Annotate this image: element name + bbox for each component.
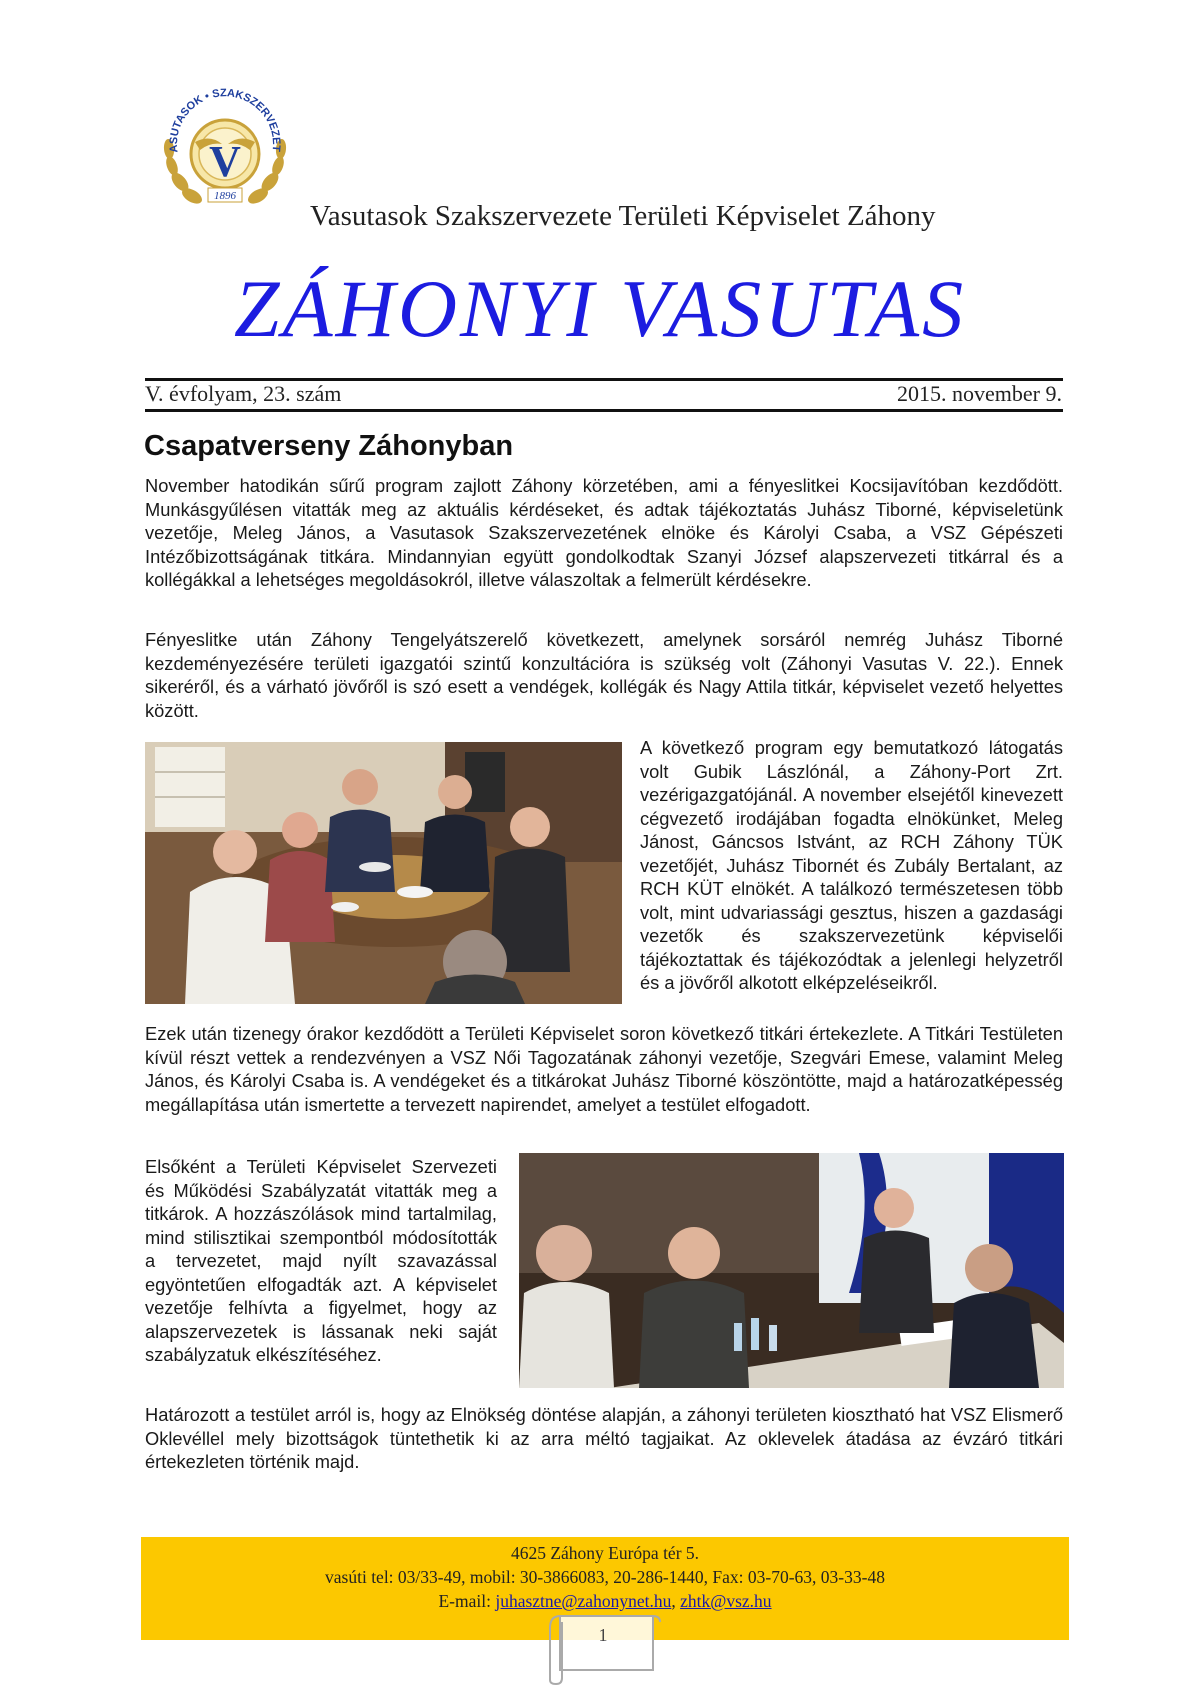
meeting-photo-office — [145, 742, 622, 1004]
issue-number: V. évfolyam, 23. szám — [145, 381, 342, 406]
email-link-1[interactable]: juhasztne@zahonynet.hu — [495, 1591, 672, 1611]
newsletter-masthead: ZÁHONYI VASUTAS — [233, 263, 967, 354]
issue-date: 2015. november 9. — [897, 381, 1062, 406]
footer-phones: vasúti tel: 03/33-49, mobil: 30-3866083, 20-286-1440, Fax: 03-70-63, 03-33-48 — [325, 1567, 885, 1587]
article-paragraph-2: Fényeslitke után Záhony Tengelyátszerelő következett, amelynek sorsáról nemrég Juhász Tiborné kezdeményezésére területi igazgatói szintű konzultációra is szükség volt (Záhonyi Vasutas V. 22.). Ennek sikeréről, és a várható jövőről is szó esett a vendégek, kollégák és Nagy Attila titkár, képviselet vezető helyettes között. — [145, 629, 1063, 721]
logo-arc-text: ASUTASOK • SZAKSZERVEZET — [167, 87, 283, 154]
union-logo — [150, 72, 300, 222]
footer-email-line: E-mail: juhasztne@zahonynet.hu, zhtk@vsz.hu — [438, 1591, 772, 1611]
footer-email-label: E-mail: — [438, 1591, 491, 1611]
email-link-2[interactable]: zhtk@vsz.hu — [680, 1591, 772, 1611]
footer-address: 4625 Záhony Európa tér 5. — [510, 1543, 700, 1563]
article-paragraph-4: Ezek után tizenegy órakor kezdődött a Területi Képviselet soron következő titkári értekezlete. A Titkári Testületen kívül részt vettek a rendezvényen a VSZ Női Tagozatának záhonyi vezetője, Szegvári Emese, valamint Meleg János, és Károlyi Csaba is. A vendégeket és a titkárokat Juhász Tiborné köszöntötte, majd a határozatképesség megállapítása után ismertette a tervezett napirendet, amelyet a testület elfogadott. — [145, 1023, 1063, 1115]
meeting-photo-conference — [519, 1153, 1064, 1388]
page-number-scroll-icon — [548, 1608, 663, 1686]
organization-name: Vasutasok Szakszervezete Területi Képviselet Záhony — [310, 200, 936, 232]
article-paragraph-1: November hatodikán sűrű program zajlott Záhony körzetében, ami a fényeslitkei Kocsijavítóban kezdődött. Munkásgyűlésen vitatták meg az aktuális kérdéseket, és adtak tájékoztatás Juhász Tiborné, képviseletünk vezetője, Meleg János, a Vasutasok Szakszervezetének elnöke és Károlyi Csaba, a VSZ Gépészeti Intézőbizottságának titkára. Mindannyian együtt gondolkodtak Szanyi József alapszervezeti titkárral és a kollégákkal a lehetséges megoldásokról, illetve válaszoltak a felmerült kérdésekre. — [145, 475, 1063, 590]
logo-letter: V — [209, 137, 241, 186]
logo-year: 1896 — [214, 190, 236, 202]
article-paragraph-5: Elsőként a Területi Képviselet Szervezeti és Működési Szabályzatát vitatták meg a titkárok. A hozzászólások mind tartalmilag, mind stilisztikai szempontból módosították a tervezetet, majd nyílt szavazással egyöntetűen elfogadták azt. A képviselet vezetője felhívta a figyelmet, hogy az alapszervezetek is lássanak neki saját szabályzatuk elkészítéséhez. — [145, 1156, 497, 1365]
article-paragraph-3: A következő program egy bemutatkozó látogatás volt Gubik Lászlónál, a Záhony-Port Zrt. vezérigazgatójánál. A november elsejétől kinevezett cégvezető irodájában fogadta elnökünket, Meleg Jánost, Gáncsos Istvánt, az RCH Záhony TÜK vezetőjét, Juhász Tibornét és Zubály Bertalant, az RCH KÜT elnökét. A találkozó természetesen több volt, mint udvariassági gesztus, hiszen a gazdasági vezetők és szakszervezetünk képviselői tájékoztattak és tájékozódtak a jelenlegi helyzetről és a jövőről alkotott elképzeléseikről. — [640, 737, 1063, 993]
article-paragraph-6: Határozott a testület arról is, hogy az Elnökség döntése alapján, a záhonyi területen kiosztható hat VSZ Elismerő Oklevéllel mely bizottságok tüntethetik ki az arra méltó tagjaikat. Az oklevelek átadása az évzáró titkári értekezleten történik majd. — [145, 1404, 1063, 1472]
article-title: Csapatverseny Záhonyban — [144, 430, 514, 462]
page-number: 1 — [598, 1625, 608, 1645]
masthead-rule-bottom — [145, 409, 1063, 412]
